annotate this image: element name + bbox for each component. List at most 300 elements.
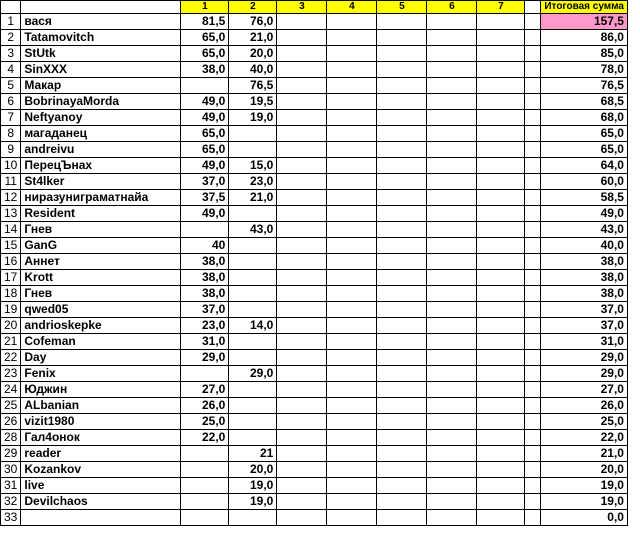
total-score[interactable]: 76,5 [541, 78, 628, 94]
game-7-score[interactable] [477, 78, 525, 94]
game-4-score[interactable] [327, 414, 377, 430]
game-3-score[interactable] [277, 190, 327, 206]
game-3-score[interactable] [277, 286, 327, 302]
header-gap[interactable] [525, 1, 541, 14]
game-2-score[interactable] [229, 302, 277, 318]
total-score[interactable]: 22,0 [541, 430, 628, 446]
game-7-score[interactable] [477, 158, 525, 174]
game-4-score[interactable] [327, 46, 377, 62]
game-4-score[interactable] [327, 462, 377, 478]
row-number[interactable]: 32 [1, 494, 21, 510]
game-2-score[interactable] [229, 382, 277, 398]
player-name[interactable]: ПерецЪнах [21, 158, 181, 174]
total-score[interactable]: 60,0 [541, 174, 628, 190]
game-7-score[interactable] [477, 318, 525, 334]
game-4-score[interactable] [327, 78, 377, 94]
game-4-score[interactable] [327, 366, 377, 382]
game-4-score[interactable] [327, 126, 377, 142]
row-number[interactable]: 24 [1, 382, 21, 398]
gap-cell[interactable] [525, 62, 541, 78]
game-2-score[interactable]: 20,0 [229, 46, 277, 62]
game-6-score[interactable] [427, 494, 477, 510]
game-2-score[interactable]: 14,0 [229, 318, 277, 334]
game-3-score[interactable] [277, 446, 327, 462]
player-name[interactable]: andreivu [21, 142, 181, 158]
player-name[interactable]: St4lker [21, 174, 181, 190]
game-2-score[interactable] [229, 254, 277, 270]
header-total[interactable]: Итоговая сумма [541, 1, 628, 14]
game-6-score[interactable] [427, 350, 477, 366]
game-2-score[interactable]: 19,0 [229, 478, 277, 494]
game-1-score[interactable] [181, 494, 229, 510]
game-2-score[interactable] [229, 334, 277, 350]
game-2-score[interactable]: 40,0 [229, 62, 277, 78]
game-2-score[interactable]: 19,0 [229, 110, 277, 126]
game-2-score[interactable]: 20,0 [229, 462, 277, 478]
game-3-score[interactable] [277, 478, 327, 494]
gap-cell[interactable] [525, 398, 541, 414]
game-1-score[interactable]: 81,5 [181, 14, 229, 30]
game-7-score[interactable] [477, 302, 525, 318]
game-2-score[interactable] [229, 142, 277, 158]
total-score[interactable]: 157,5 [541, 14, 628, 30]
player-name[interactable]: Cofeman [21, 334, 181, 350]
game-2-score[interactable]: 23,0 [229, 174, 277, 190]
player-name[interactable]: вася [21, 14, 181, 30]
game-1-score[interactable]: 29,0 [181, 350, 229, 366]
row-number[interactable]: 3 [1, 46, 21, 62]
game-7-score[interactable] [477, 238, 525, 254]
game-4-score[interactable] [327, 302, 377, 318]
game-4-score[interactable] [327, 158, 377, 174]
total-score[interactable]: 49,0 [541, 206, 628, 222]
row-number[interactable]: 17 [1, 270, 21, 286]
player-name[interactable]: vizit1980 [21, 414, 181, 430]
game-1-score[interactable] [181, 366, 229, 382]
game-4-score[interactable] [327, 350, 377, 366]
game-5-score[interactable] [377, 126, 427, 142]
game-2-score[interactable]: 21,0 [229, 190, 277, 206]
gap-cell[interactable] [525, 126, 541, 142]
game-6-score[interactable] [427, 414, 477, 430]
game-5-score[interactable] [377, 174, 427, 190]
game-4-score[interactable] [327, 94, 377, 110]
game-6-score[interactable] [427, 446, 477, 462]
player-name[interactable]: Resident [21, 206, 181, 222]
game-7-score[interactable] [477, 398, 525, 414]
gap-cell[interactable] [525, 350, 541, 366]
row-number[interactable]: 22 [1, 350, 21, 366]
game-7-score[interactable] [477, 270, 525, 286]
row-number[interactable]: 33 [1, 510, 21, 526]
game-1-score[interactable]: 49,0 [181, 94, 229, 110]
player-name[interactable]: GanG [21, 238, 181, 254]
game-2-score[interactable]: 21 [229, 446, 277, 462]
game-2-score[interactable]: 76,5 [229, 78, 277, 94]
game-7-score[interactable] [477, 206, 525, 222]
game-4-score[interactable] [327, 382, 377, 398]
game-3-score[interactable] [277, 350, 327, 366]
game-5-score[interactable] [377, 366, 427, 382]
game-1-score[interactable] [181, 478, 229, 494]
game-6-score[interactable] [427, 382, 477, 398]
player-name[interactable]: SinXXX [21, 62, 181, 78]
game-5-score[interactable] [377, 270, 427, 286]
game-5-score[interactable] [377, 478, 427, 494]
game-1-score[interactable]: 49,0 [181, 110, 229, 126]
game-4-score[interactable] [327, 206, 377, 222]
player-name[interactable]: магаданец [21, 126, 181, 142]
total-score[interactable]: 21,0 [541, 446, 628, 462]
game-5-score[interactable] [377, 206, 427, 222]
total-score[interactable]: 19,0 [541, 478, 628, 494]
game-2-score[interactable] [229, 270, 277, 286]
game-4-score[interactable] [327, 238, 377, 254]
total-score[interactable]: 38,0 [541, 286, 628, 302]
total-score[interactable]: 25,0 [541, 414, 628, 430]
game-2-score[interactable] [229, 510, 277, 526]
game-1-score[interactable]: 25,0 [181, 414, 229, 430]
row-number[interactable]: 25 [1, 398, 21, 414]
game-5-score[interactable] [377, 318, 427, 334]
gap-cell[interactable] [525, 286, 541, 302]
game-2-score[interactable]: 21,0 [229, 30, 277, 46]
game-6-score[interactable] [427, 78, 477, 94]
row-number[interactable]: 12 [1, 190, 21, 206]
row-number[interactable]: 18 [1, 286, 21, 302]
game-6-score[interactable] [427, 174, 477, 190]
row-number[interactable]: 13 [1, 206, 21, 222]
row-number[interactable]: 23 [1, 366, 21, 382]
game-1-score[interactable]: 37,0 [181, 174, 229, 190]
game-7-score[interactable] [477, 462, 525, 478]
player-name[interactable] [21, 510, 181, 526]
player-name[interactable]: Аннет [21, 254, 181, 270]
gap-cell[interactable] [525, 366, 541, 382]
game-1-score[interactable] [181, 78, 229, 94]
game-6-score[interactable] [427, 318, 477, 334]
game-6-score[interactable] [427, 94, 477, 110]
game-1-score[interactable]: 26,0 [181, 398, 229, 414]
game-5-score[interactable] [377, 382, 427, 398]
game-3-score[interactable] [277, 334, 327, 350]
game-6-score[interactable] [427, 126, 477, 142]
game-1-score[interactable]: 38,0 [181, 62, 229, 78]
game-3-score[interactable] [277, 430, 327, 446]
game-2-score[interactable]: 43,0 [229, 222, 277, 238]
game-3-score[interactable] [277, 414, 327, 430]
game-7-score[interactable] [477, 126, 525, 142]
player-name[interactable]: Tatamovitch [21, 30, 181, 46]
game-2-score[interactable]: 19,0 [229, 494, 277, 510]
total-score[interactable]: 37,0 [541, 318, 628, 334]
game-2-score[interactable] [229, 206, 277, 222]
total-score[interactable]: 68,5 [541, 94, 628, 110]
game-6-score[interactable] [427, 430, 477, 446]
header-game-5[interactable]: 5 [377, 1, 427, 14]
total-score[interactable]: 38,0 [541, 254, 628, 270]
player-name[interactable]: Fenix [21, 366, 181, 382]
game-1-score[interactable]: 22,0 [181, 430, 229, 446]
game-6-score[interactable] [427, 286, 477, 302]
player-name[interactable]: BobrinayaMorda [21, 94, 181, 110]
game-3-score[interactable] [277, 382, 327, 398]
game-7-score[interactable] [477, 478, 525, 494]
game-3-score[interactable] [277, 110, 327, 126]
game-3-score[interactable] [277, 62, 327, 78]
row-number[interactable]: 31 [1, 478, 21, 494]
game-6-score[interactable] [427, 62, 477, 78]
gap-cell[interactable] [525, 222, 541, 238]
game-6-score[interactable] [427, 190, 477, 206]
gap-cell[interactable] [525, 494, 541, 510]
player-name[interactable]: Day [21, 350, 181, 366]
game-5-score[interactable] [377, 62, 427, 78]
header-row-number[interactable] [1, 1, 21, 14]
game-2-score[interactable]: 19,5 [229, 94, 277, 110]
game-3-score[interactable] [277, 270, 327, 286]
row-number[interactable]: 1 [1, 14, 21, 30]
player-name[interactable]: andrioskepke [21, 318, 181, 334]
game-4-score[interactable] [327, 446, 377, 462]
row-number[interactable]: 21 [1, 334, 21, 350]
gap-cell[interactable] [525, 302, 541, 318]
player-name[interactable]: live [21, 478, 181, 494]
gap-cell[interactable] [525, 110, 541, 126]
game-4-score[interactable] [327, 174, 377, 190]
game-3-score[interactable] [277, 126, 327, 142]
game-1-score[interactable]: 40 [181, 238, 229, 254]
total-score[interactable]: 37,0 [541, 302, 628, 318]
gap-cell[interactable] [525, 30, 541, 46]
header-game-3[interactable]: 3 [277, 1, 327, 14]
game-4-score[interactable] [327, 286, 377, 302]
player-name[interactable]: Devilchaos [21, 494, 181, 510]
total-score[interactable]: 78,0 [541, 62, 628, 78]
game-4-score[interactable] [327, 334, 377, 350]
player-name[interactable]: Макар [21, 78, 181, 94]
game-1-score[interactable]: 65,0 [181, 126, 229, 142]
game-1-score[interactable]: 65,0 [181, 30, 229, 46]
gap-cell[interactable] [525, 334, 541, 350]
game-7-score[interactable] [477, 62, 525, 78]
player-name[interactable]: Гнев [21, 286, 181, 302]
game-3-score[interactable] [277, 254, 327, 270]
game-7-score[interactable] [477, 430, 525, 446]
game-5-score[interactable] [377, 286, 427, 302]
game-4-score[interactable] [327, 14, 377, 30]
row-number[interactable]: 6 [1, 94, 21, 110]
game-7-score[interactable] [477, 382, 525, 398]
game-6-score[interactable] [427, 238, 477, 254]
player-name[interactable]: ALbanian [21, 398, 181, 414]
game-7-score[interactable] [477, 222, 525, 238]
game-7-score[interactable] [477, 254, 525, 270]
game-7-score[interactable] [477, 94, 525, 110]
total-score[interactable]: 29,0 [541, 350, 628, 366]
game-3-score[interactable] [277, 14, 327, 30]
game-6-score[interactable] [427, 302, 477, 318]
total-score[interactable]: 40,0 [541, 238, 628, 254]
player-name[interactable]: ниразуниграматнайа [21, 190, 181, 206]
game-5-score[interactable] [377, 222, 427, 238]
game-5-score[interactable] [377, 254, 427, 270]
row-number[interactable]: 2 [1, 30, 21, 46]
player-name[interactable]: Kozankov [21, 462, 181, 478]
game-7-score[interactable] [477, 366, 525, 382]
gap-cell[interactable] [525, 142, 541, 158]
total-score[interactable]: 65,0 [541, 142, 628, 158]
game-1-score[interactable]: 49,0 [181, 158, 229, 174]
game-4-score[interactable] [327, 430, 377, 446]
game-1-score[interactable]: 49,0 [181, 206, 229, 222]
game-1-score[interactable] [181, 446, 229, 462]
game-6-score[interactable] [427, 254, 477, 270]
game-7-score[interactable] [477, 174, 525, 190]
game-1-score[interactable] [181, 510, 229, 526]
game-2-score[interactable] [229, 398, 277, 414]
game-7-score[interactable] [477, 494, 525, 510]
total-score[interactable]: 29,0 [541, 366, 628, 382]
game-5-score[interactable] [377, 414, 427, 430]
game-5-score[interactable] [377, 446, 427, 462]
game-1-score[interactable]: 23,0 [181, 318, 229, 334]
game-5-score[interactable] [377, 350, 427, 366]
game-5-score[interactable] [377, 334, 427, 350]
game-3-score[interactable] [277, 302, 327, 318]
game-4-score[interactable] [327, 110, 377, 126]
game-4-score[interactable] [327, 494, 377, 510]
game-7-score[interactable] [477, 446, 525, 462]
game-6-score[interactable] [427, 222, 477, 238]
gap-cell[interactable] [525, 318, 541, 334]
row-number[interactable]: 15 [1, 238, 21, 254]
game-7-score[interactable] [477, 350, 525, 366]
game-1-score[interactable]: 38,0 [181, 254, 229, 270]
game-4-score[interactable] [327, 318, 377, 334]
game-6-score[interactable] [427, 46, 477, 62]
row-number[interactable]: 20 [1, 318, 21, 334]
row-number[interactable]: 16 [1, 254, 21, 270]
game-7-score[interactable] [477, 334, 525, 350]
game-3-score[interactable] [277, 398, 327, 414]
total-score[interactable]: 19,0 [541, 494, 628, 510]
game-2-score[interactable] [229, 414, 277, 430]
game-1-score[interactable]: 37,0 [181, 302, 229, 318]
game-3-score[interactable] [277, 158, 327, 174]
game-6-score[interactable] [427, 398, 477, 414]
game-6-score[interactable] [427, 478, 477, 494]
gap-cell[interactable] [525, 254, 541, 270]
game-5-score[interactable] [377, 14, 427, 30]
game-3-score[interactable] [277, 78, 327, 94]
total-score[interactable]: 38,0 [541, 270, 628, 286]
total-score[interactable]: 26,0 [541, 398, 628, 414]
header-game-6[interactable]: 6 [427, 1, 477, 14]
game-5-score[interactable] [377, 462, 427, 478]
total-score[interactable]: 20,0 [541, 462, 628, 478]
row-number[interactable]: 14 [1, 222, 21, 238]
game-3-score[interactable] [277, 494, 327, 510]
total-score[interactable]: 64,0 [541, 158, 628, 174]
game-6-score[interactable] [427, 14, 477, 30]
gap-cell[interactable] [525, 478, 541, 494]
game-1-score[interactable]: 65,0 [181, 46, 229, 62]
gap-cell[interactable] [525, 94, 541, 110]
game-5-score[interactable] [377, 190, 427, 206]
game-1-score[interactable] [181, 222, 229, 238]
game-5-score[interactable] [377, 510, 427, 526]
game-3-score[interactable] [277, 238, 327, 254]
total-score[interactable]: 43,0 [541, 222, 628, 238]
game-5-score[interactable] [377, 302, 427, 318]
game-2-score[interactable] [229, 238, 277, 254]
row-number[interactable]: 26 [1, 414, 21, 430]
game-2-score[interactable] [229, 350, 277, 366]
gap-cell[interactable] [525, 414, 541, 430]
gap-cell[interactable] [525, 158, 541, 174]
game-4-score[interactable] [327, 222, 377, 238]
game-3-score[interactable] [277, 222, 327, 238]
gap-cell[interactable] [525, 510, 541, 526]
game-7-score[interactable] [477, 286, 525, 302]
player-name[interactable]: Гнев [21, 222, 181, 238]
gap-cell[interactable] [525, 174, 541, 190]
game-1-score[interactable]: 38,0 [181, 270, 229, 286]
total-score[interactable]: 65,0 [541, 126, 628, 142]
row-number[interactable]: 10 [1, 158, 21, 174]
game-5-score[interactable] [377, 110, 427, 126]
game-1-score[interactable] [181, 462, 229, 478]
player-name[interactable]: qwed05 [21, 302, 181, 318]
player-name[interactable]: reader [21, 446, 181, 462]
game-6-score[interactable] [427, 158, 477, 174]
player-name[interactable]: Krott [21, 270, 181, 286]
game-6-score[interactable] [427, 110, 477, 126]
row-number[interactable]: 30 [1, 462, 21, 478]
header-game-7[interactable]: 7 [477, 1, 525, 14]
gap-cell[interactable] [525, 78, 541, 94]
game-6-score[interactable] [427, 30, 477, 46]
player-name[interactable]: Гал4онок [21, 430, 181, 446]
game-6-score[interactable] [427, 462, 477, 478]
game-2-score[interactable]: 15,0 [229, 158, 277, 174]
game-4-score[interactable] [327, 270, 377, 286]
game-3-score[interactable] [277, 366, 327, 382]
header-name[interactable] [21, 1, 181, 14]
gap-cell[interactable] [525, 430, 541, 446]
game-1-score[interactable]: 31,0 [181, 334, 229, 350]
row-number[interactable]: 29 [1, 446, 21, 462]
game-5-score[interactable] [377, 158, 427, 174]
row-number[interactable]: 9 [1, 142, 21, 158]
total-score[interactable]: 68,0 [541, 110, 628, 126]
game-7-score[interactable] [477, 30, 525, 46]
game-5-score[interactable] [377, 430, 427, 446]
game-2-score[interactable]: 76,0 [229, 14, 277, 30]
game-4-score[interactable] [327, 30, 377, 46]
game-2-score[interactable] [229, 126, 277, 142]
row-number[interactable]: 5 [1, 78, 21, 94]
game-5-score[interactable] [377, 78, 427, 94]
gap-cell[interactable] [525, 46, 541, 62]
row-number[interactable]: 11 [1, 174, 21, 190]
game-7-score[interactable] [477, 190, 525, 206]
game-3-score[interactable] [277, 30, 327, 46]
player-name[interactable]: StUtk [21, 46, 181, 62]
game-4-score[interactable] [327, 254, 377, 270]
gap-cell[interactable] [525, 206, 541, 222]
